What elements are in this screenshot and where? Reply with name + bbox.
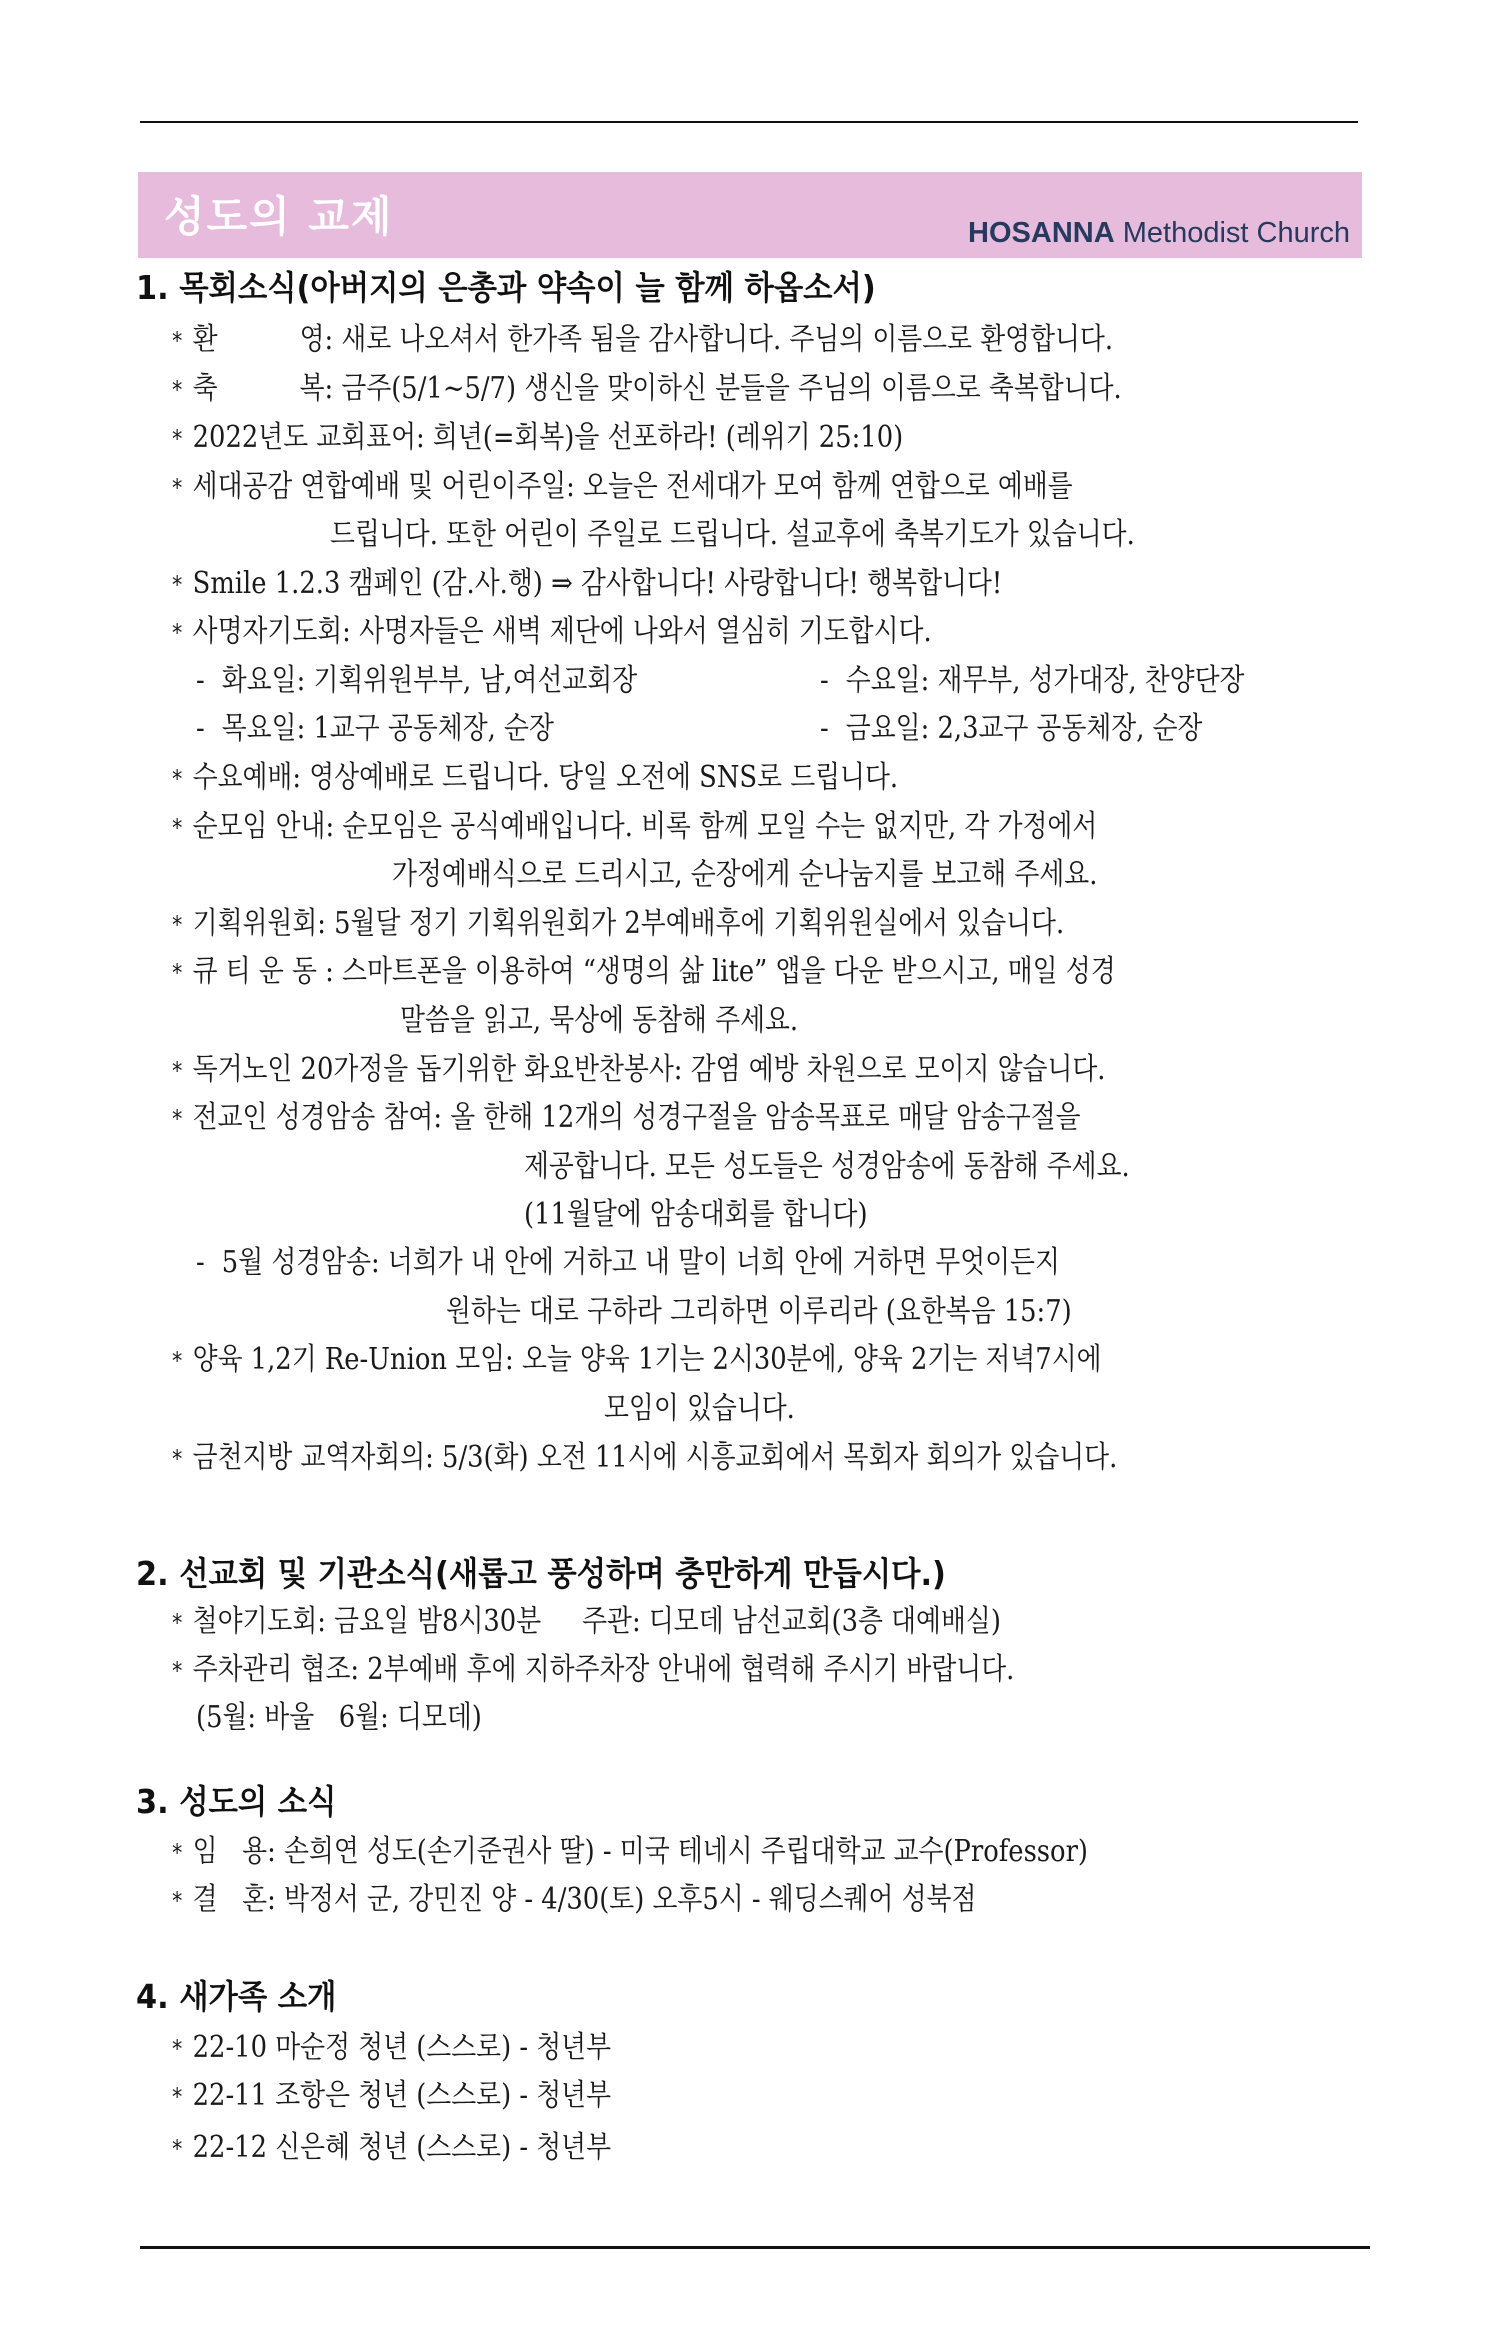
list-item-continuation: 가정예배식으로 드리시고, 순장에게 순나눔지를 보고해 주세요. bbox=[392, 857, 1098, 892]
list-item: * 22-11 조항은 청년 (스스로) - 청년부 bbox=[172, 2076, 611, 2117]
list-item: * 전교인 성경암송 참여: 올 한해 12개의 성경구절을 암송목표로 매달 암송구절을 bbox=[172, 1098, 1081, 1139]
list-item-continuation: (11월달에 암송대회를 합니다) bbox=[524, 1197, 868, 1232]
dash-icon: - bbox=[196, 1245, 205, 1280]
bullet-icon: * bbox=[172, 571, 183, 599]
list-item: * 축 복: 금주(5/1~5/7) 생신을 맞이하신 분들을 주님의 이름으로 축복합니다. bbox=[172, 369, 1122, 410]
bullet-icon: * bbox=[172, 1609, 183, 1637]
banner-title: 성도의 교제 bbox=[164, 192, 394, 241]
sub-item-memory-verse: - 5월 성경암송: 너희가 내 안에 거하고 내 말이 너희 안에 거하면 무엇이든지 bbox=[196, 1243, 1060, 1283]
list-item-continuation: 모임이 있습니다. bbox=[604, 1391, 795, 1426]
church-name bbox=[968, 217, 1350, 250]
bullet-icon: * bbox=[172, 327, 183, 355]
church-name-bold: HOSANNA bbox=[968, 217, 1115, 249]
list-item: * 양육 1,2기 Re-Union 모임: 오늘 양육 1기는 2시30분에, 양육 2기는 저녁7시에 bbox=[172, 1340, 1102, 1381]
dash-icon: - bbox=[820, 663, 829, 698]
dash-icon: - bbox=[196, 711, 205, 746]
bullet-icon: * bbox=[172, 376, 183, 404]
bullet-icon: * bbox=[172, 1105, 183, 1133]
bullet-icon: * bbox=[172, 1839, 183, 1867]
list-item: * 사명자기도회: 사명자들은 새벽 제단에 나와서 열심히 기도합시다. bbox=[172, 612, 932, 653]
bullet-icon: * bbox=[172, 474, 183, 502]
sub-item-friday: - 금요일: 2,3교구 공동체장, 순장 bbox=[820, 709, 1202, 749]
bullet-icon: * bbox=[172, 2035, 183, 2063]
sub-item-tuesday: - 화요일: 기획위원부부, 남,여선교회장 bbox=[196, 661, 637, 701]
bullet-icon: * bbox=[172, 619, 183, 647]
section-title-member-news: 3. 성도의 소식 bbox=[136, 1782, 337, 1821]
list-item: * 22-10 마순정 청년 (스스로) - 청년부 bbox=[172, 2028, 611, 2069]
list-item: * 환 영: 새로 나오셔서 한가족 됨을 감사합니다. 주님의 이름으로 환영합니다. bbox=[172, 320, 1113, 361]
list-item: * 2022년도 교회표어: 희년(=회복)을 선포하라! (레위기 25:10) bbox=[172, 418, 903, 459]
section-title-new-family: 4. 새가족 소개 bbox=[136, 1977, 337, 2016]
list-item-continuation: 원하는 대로 구하라 그리하면 이루리라 (요한복음 15:7) bbox=[446, 1294, 1072, 1329]
list-item: * Smile 1.2.3 캠페인 (감.사.행) ⇒ 감사합니다! 사랑합니다! 행복합니다! bbox=[172, 564, 1002, 605]
list-item: * 독거노인 20가정을 돕기위한 화요반찬봉사: 감염 예방 차원으로 모이지 않습니다. bbox=[172, 1050, 1106, 1091]
list-item: * 기획위원회: 5월달 정기 기획위원회가 2부예배후에 기획위원실에서 있습니다. bbox=[172, 904, 1064, 945]
list-item: * 22-12 신은혜 청년 (스스로) - 청년부 bbox=[172, 2128, 611, 2169]
list-item: * 결 혼: 박정서 군, 강민진 양 - 4/30(토) 오후5시 - 웨딩스퀘어 성북점 bbox=[172, 1880, 976, 1921]
section-title-mission-news: 2. 선교회 및 기관소식(새롭고 풍성하며 충만하게 만듭시다.) bbox=[136, 1554, 946, 1593]
section-title-pastoral-news: 1. 목회소식(아버지의 은총과 약속이 늘 함께 하옵소서) bbox=[136, 268, 876, 307]
bullet-icon: * bbox=[172, 814, 183, 842]
bottom-rule bbox=[140, 2246, 1370, 2249]
top-rule bbox=[140, 121, 1358, 123]
dash-icon: - bbox=[820, 711, 829, 746]
sub-item-wednesday: - 수요일: 재무부, 성가대장, 찬양단장 bbox=[820, 661, 1244, 701]
list-item: * 임 용: 손희연 성도(손기준권사 딸) - 미국 테네시 주립대학교 교수(Professor) bbox=[172, 1832, 1088, 1873]
list-item: * 금천지방 교역자회의: 5/3(화) 오전 11시에 시흥교회에서 목회자 회의가 있습니다. bbox=[172, 1438, 1117, 1479]
bullet-icon: * bbox=[172, 425, 183, 453]
bullet-icon: * bbox=[172, 1887, 183, 1915]
list-item: * 수요예배: 영상예배로 드립니다. 당일 오전에 SNS로 드립니다. bbox=[172, 758, 898, 799]
section-banner bbox=[138, 172, 1362, 258]
list-item: * 철야기도회: 금요일 밤8시30분 주관: 디모데 남선교회(3층 대예배실) bbox=[172, 1602, 1001, 1643]
bullet-icon: * bbox=[172, 765, 183, 793]
list-item: * 순모임 안내: 순모임은 공식예배입니다. 비록 함께 모일 수는 없지만, 각 가정에서 bbox=[172, 807, 1097, 848]
bullet-icon: * bbox=[172, 2135, 183, 2163]
bullet-icon: * bbox=[172, 1445, 183, 1473]
list-item-continuation: 제공합니다. 모든 성도들은 성경암송에 동참해 주세요. bbox=[524, 1149, 1130, 1184]
church-name-rest: Methodist Church bbox=[1114, 217, 1350, 249]
dash-icon: - bbox=[196, 663, 205, 698]
bullet-icon: * bbox=[172, 1657, 183, 1685]
bullet-icon: * bbox=[172, 2083, 183, 2111]
list-item-continuation: 말씀을 읽고, 묵상에 동참해 주세요. bbox=[400, 1003, 799, 1038]
bullet-icon: * bbox=[172, 1057, 183, 1085]
bullet-icon: * bbox=[172, 959, 183, 987]
bullet-icon: * bbox=[172, 1347, 183, 1375]
bullet-icon: * bbox=[172, 911, 183, 939]
list-item-continuation: 드립니다. 또한 어린이 주일로 드립니다. 설교후에 축복기도가 있습니다. bbox=[330, 517, 1135, 552]
list-item: * 큐 티 운 동 : 스마트폰을 이용하여 “생명의 삶 lite” 앱을 다운 받으시고, 매일 성경 bbox=[172, 952, 1116, 993]
list-item: * 주차관리 협조: 2부예배 후에 지하주차장 안내에 협력해 주시기 바랍니다. bbox=[172, 1650, 1014, 1691]
list-item: * 세대공감 연합예배 및 어린이주일: 오늘은 전세대가 모여 함께 연합으로 예배를 bbox=[172, 467, 1073, 508]
sub-item-thursday: - 목요일: 1교구 공동체장, 순장 bbox=[196, 709, 554, 749]
list-item-continuation: (5월: 바울 6월: 디모데) bbox=[196, 1700, 482, 1735]
